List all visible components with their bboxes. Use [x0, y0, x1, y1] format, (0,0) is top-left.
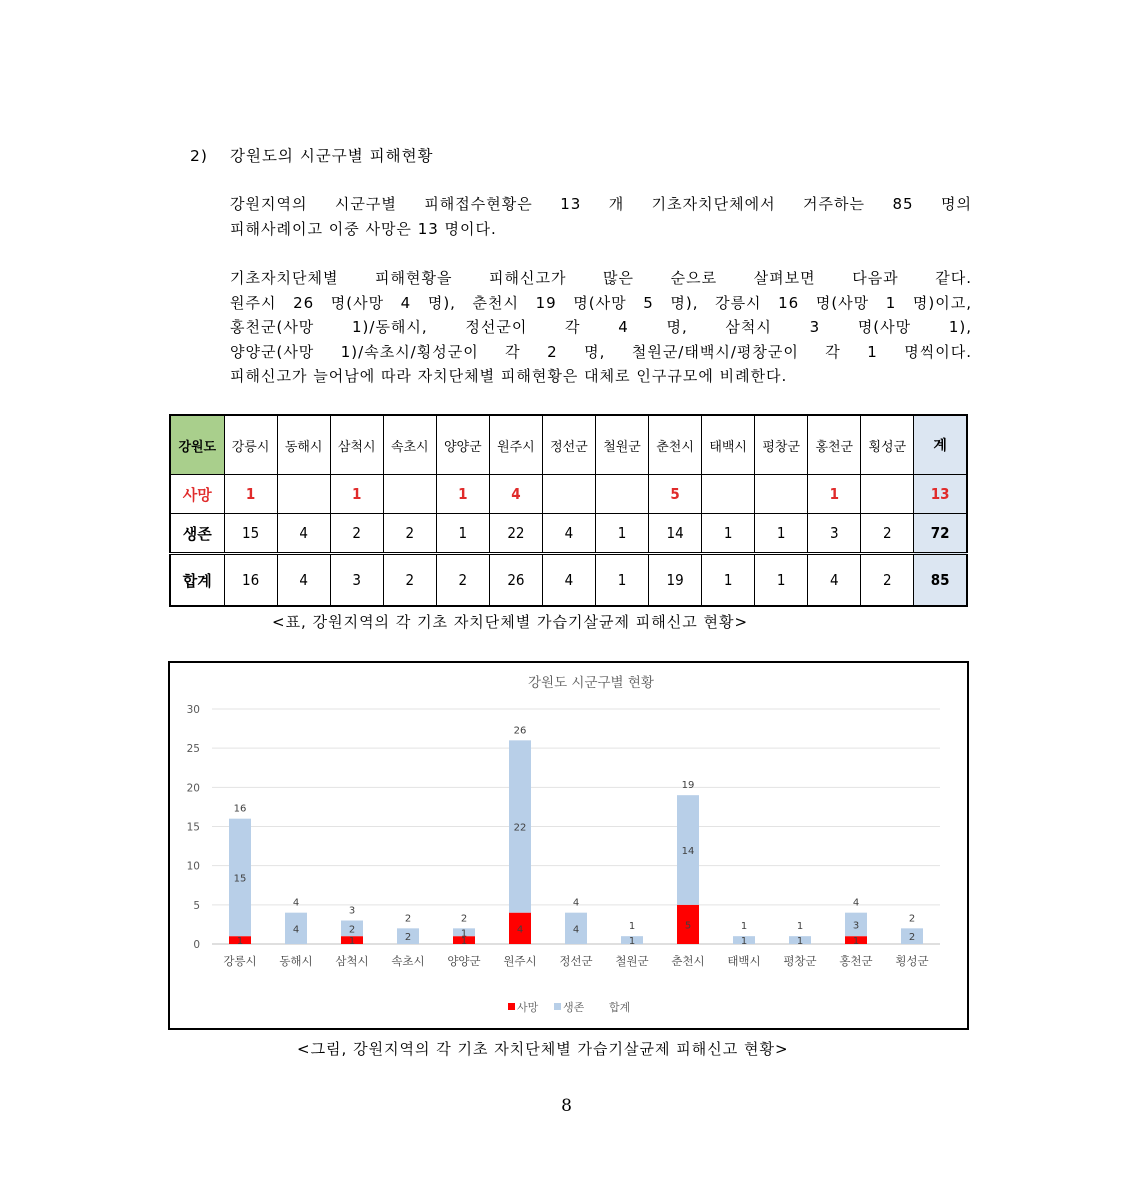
summary-paragraph	[230, 192, 972, 241]
death-data-label: 1	[852, 936, 860, 948]
x-tick-label: 속초시	[391, 954, 425, 968]
total-data-label: 4	[852, 897, 860, 909]
table-cell: 4	[808, 554, 861, 607]
x-tick-label: 횡성군	[895, 954, 929, 968]
legend-label: 생존	[563, 1001, 585, 1014]
column-header: 강릉시	[224, 415, 277, 475]
row-header: 합계	[170, 554, 224, 607]
survived-data-label: 2	[908, 932, 916, 944]
table-cell: 14	[649, 514, 702, 554]
table-cell	[861, 475, 914, 514]
total-data-label: 19	[681, 780, 695, 792]
table-cell: 5	[649, 475, 702, 514]
table-cell: 2	[861, 514, 914, 554]
paragraph-line: 강원지역의 시군구별 피해접수현황은 13 개 기초자치단체에서 거주하는 85 명의	[230, 195, 972, 213]
total-data-label: 4	[572, 897, 580, 909]
y-tick-label: 30	[186, 704, 200, 716]
table-cell: 4	[542, 514, 595, 554]
survived-data-label: 2	[348, 924, 356, 936]
table-cell: 1	[596, 514, 649, 554]
table-cell: 2	[436, 554, 489, 607]
row-header: 생존	[170, 514, 224, 554]
paragraph-line: 원주시 26 명(사망 4 명), 춘천시 19 명(사망 5 명), 강릉시 16 명(사망 1 명)이고,	[230, 293, 972, 312]
paragraph-line: 피해사례이고 이중 사망은 13 명이다.	[230, 219, 497, 238]
figure-caption: <그림, 강원지역의 각 기초 자치단체별 가습기살균제 피해신고 현황>	[297, 1040, 789, 1058]
detail-paragraph	[230, 266, 972, 389]
table-cell: 1	[596, 554, 649, 607]
y-tick-label: 5	[193, 899, 200, 912]
survived-data-label: 22	[513, 822, 527, 834]
y-tick-label: 25	[186, 743, 200, 756]
table-cell: 1	[436, 475, 489, 514]
survived-data-label: 14	[681, 846, 695, 857]
total-data-label: 2	[460, 913, 468, 925]
total-data-label: 16	[233, 803, 247, 815]
table-row	[170, 475, 967, 514]
total-data-label: 1	[628, 921, 636, 933]
table-cell	[542, 475, 595, 514]
table-cell: 4	[489, 475, 542, 514]
table-cell: 3	[330, 554, 383, 607]
row-total-cell: 72	[914, 514, 967, 554]
total-data-label: 2	[404, 913, 412, 925]
paragraph-line: 피해신고가 늘어남에 따라 자치단체별 피해현황은 대체로 인구규모에 비례한다.	[230, 367, 788, 385]
survived-data-label: 1	[628, 936, 636, 948]
column-header: 속초시	[383, 415, 436, 475]
legend-swatch	[554, 1003, 561, 1010]
paragraph-line: 양양군(사망 1)/속초시/횡성군이 각 2 명, 철원군/태백시/평창군이 각 1 명씩이다.	[230, 342, 972, 361]
damage-stats-table	[169, 414, 968, 607]
death-data-label: 1	[236, 936, 244, 948]
page-number: 8	[561, 1096, 572, 1116]
column-header: 평창군	[755, 415, 808, 475]
legend-swatch	[508, 1003, 515, 1010]
y-tick-label: 0	[193, 939, 200, 951]
survived-data-label: 1	[460, 928, 468, 940]
table-cell	[383, 475, 436, 514]
table-cell: 1	[436, 514, 489, 554]
survived-data-label: 4	[572, 924, 580, 936]
y-tick-label: 15	[186, 821, 200, 834]
table-row	[170, 554, 967, 607]
column-header: 홍천군	[808, 415, 861, 475]
table-caption: <표, 강원지역의 각 기초 자치단체별 가습기살균제 피해신고 현황>	[272, 613, 749, 631]
table-cell: 1	[224, 475, 277, 514]
x-tick-label: 춘천시	[671, 954, 705, 968]
table-cell: 2	[861, 554, 914, 607]
survived-data-label: 15	[233, 873, 247, 885]
total-data-label: 2	[908, 913, 916, 925]
table-cell: 3	[808, 514, 861, 554]
x-tick-label: 강릉시	[223, 954, 257, 968]
x-tick-label: 삼척시	[335, 954, 369, 968]
survived-data-label: 1	[796, 936, 804, 948]
legend-label: 사망	[517, 1001, 539, 1014]
survived-data-label: 2	[404, 932, 412, 944]
table-cell: 1	[755, 554, 808, 607]
table-cell: 22	[489, 514, 542, 554]
paragraph-line: 기초자치단체별 피해현황을 피해신고가 많은 순으로 살펴보면 다음과 같다.	[230, 269, 972, 287]
x-tick-label: 홍천군	[839, 954, 873, 968]
table-cell: 1	[702, 514, 755, 554]
x-tick-label: 철원군	[615, 954, 649, 968]
table-cell: 26	[489, 554, 542, 607]
death-data-label: 1	[348, 936, 356, 948]
table-cell	[277, 475, 330, 514]
total-data-label: 26	[513, 725, 527, 737]
total-data-label: 3	[348, 905, 356, 917]
table-cell: 1	[702, 554, 755, 607]
table-cell: 16	[224, 554, 277, 607]
column-header: 철원군	[596, 415, 649, 475]
survived-data-label: 4	[292, 924, 300, 936]
row-total-cell: 13	[914, 475, 967, 514]
chart-title: 강원도 시군구별 현황	[528, 675, 654, 691]
table-row	[170, 514, 967, 554]
bar-chart	[168, 661, 969, 1030]
x-tick-label: 정선군	[559, 954, 593, 968]
section-number: 2)	[190, 147, 208, 165]
column-header: 원주시	[489, 415, 542, 475]
table-cell: 1	[755, 514, 808, 554]
column-header: 양양군	[436, 415, 489, 475]
table-cell	[755, 475, 808, 514]
table-cell: 19	[649, 554, 702, 607]
death-data-label: 5	[684, 920, 692, 932]
row-header: 사망	[170, 475, 224, 514]
x-tick-label: 원주시	[503, 954, 537, 968]
death-data-label: 1	[460, 936, 468, 948]
total-column-header: 계	[914, 415, 967, 475]
x-tick-label: 태백시	[727, 954, 761, 968]
table-cell: 4	[277, 554, 330, 607]
table-cell: 1	[330, 475, 383, 514]
row-total-cell: 85	[914, 554, 967, 607]
column-header: 정선군	[542, 415, 595, 475]
column-header: 동해시	[277, 415, 330, 475]
x-tick-label: 양양군	[447, 954, 481, 968]
table-cell: 2	[383, 514, 436, 554]
column-header: 삼척시	[330, 415, 383, 475]
survived-data-label: 1	[740, 936, 748, 948]
table-cell: 15	[224, 514, 277, 554]
table-cell: 1	[808, 475, 861, 514]
total-data-label: 4	[292, 897, 300, 909]
section-heading	[190, 144, 434, 166]
survived-data-label: 3	[852, 920, 860, 932]
paragraph-line: 홍천군(사망 1)/동해시, 정선군이 각 4 명, 삼척시 3 명(사망 1),	[230, 318, 972, 336]
legend-label: 합계	[609, 1001, 631, 1014]
table-cell: 4	[542, 554, 595, 607]
table-cell: 2	[330, 514, 383, 554]
table-cell	[702, 475, 755, 514]
total-data-label: 1	[796, 921, 804, 933]
section-title: 강원도의 시군구별 피해현황	[230, 147, 434, 165]
column-header: 횡성군	[861, 415, 914, 475]
table-corner-cell: 강원도	[170, 415, 224, 475]
total-data-label: 1	[740, 921, 748, 933]
table-cell: 4	[277, 514, 330, 554]
table-cell: 2	[383, 554, 436, 607]
death-data-label: 4	[516, 924, 524, 936]
x-tick-label: 평창군	[783, 954, 817, 968]
column-header: 춘천시	[649, 415, 702, 475]
y-tick-label: 20	[186, 782, 200, 795]
chart-canvas	[170, 663, 967, 1028]
table-header-row	[170, 415, 967, 475]
x-tick-label: 동해시	[279, 954, 313, 968]
table-cell	[596, 475, 649, 514]
column-header: 태백시	[702, 415, 755, 475]
y-tick-label: 10	[186, 860, 200, 873]
